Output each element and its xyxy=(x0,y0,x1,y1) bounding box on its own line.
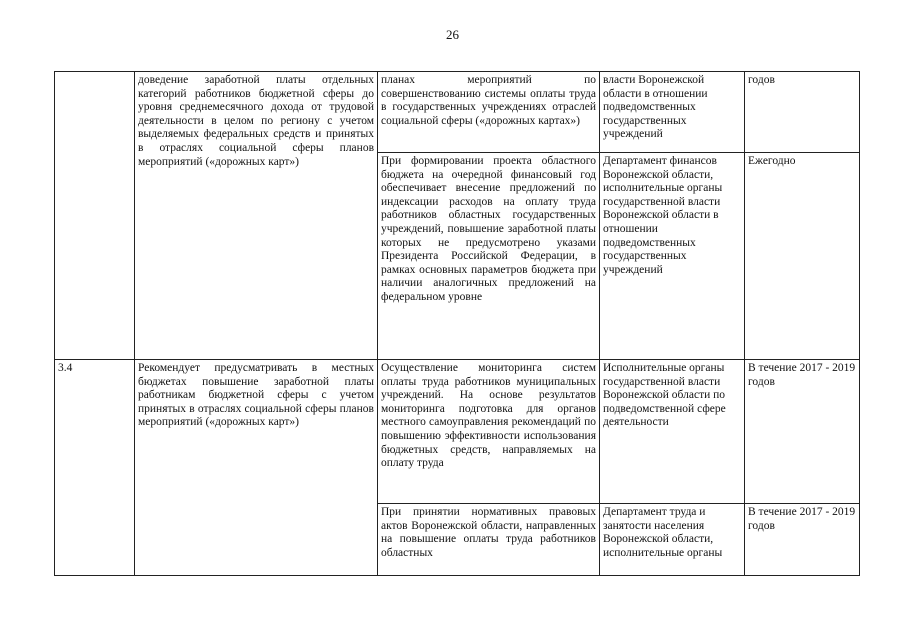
item-number-cell xyxy=(55,72,135,360)
table-row xyxy=(55,72,860,153)
action-cell: При принятии нормативных правовых актов Воронежской области, направленных на повышение оплаты труда работников областных xyxy=(378,504,600,576)
responsible-cell: Департамент финансов Воронежской области, исполнительные органы государственной власти Воронежской области в отношении подведомственных государственных учреждений xyxy=(600,153,745,360)
page-number: 26 xyxy=(446,27,459,42)
deadline-cell: В течение 2017 - 2019 годов xyxy=(745,504,860,576)
measure-cell: Рекомендует предусматривать в местных бюджетах повышение заработной платы работникам бюджетной сферы с учетом принятых в отраслях социальной сферы планов мероприятий («дорожных карт») xyxy=(135,360,378,576)
responsible-cell: власти Воронежской области в отношении подведомственных государственных учреждений xyxy=(600,72,745,153)
measures-table xyxy=(54,71,860,576)
responsible-cell: Департамент труда и занятости населения Воронежской области, исполнительные органы xyxy=(600,504,745,576)
action-cell: планах мероприятий по совершенствованию системы оплаты труда в государственных учреждениях отраслей социальной сферы («дорожных картах») xyxy=(378,72,600,153)
deadline-cell: годов xyxy=(745,72,860,153)
measure-cell: доведение заработной платы отдельных категорий работников бюджетной сферы до уровня среднемесячного дохода от трудовой деятельности в целом по региону с учетом выделяемых федеральных средств и принятых в отраслях социальной сферы планов мероприятий («дорожных карт») xyxy=(135,72,378,360)
responsible-cell: Исполнительные органы государственной власти Воронежской области по подведомственной сфере деятельности xyxy=(600,360,745,504)
action-cell: Осуществление мониторинга систем оплаты труда работников муниципальных учреждений. На основе результатов мониторинга подготовка для органов местного самоуправления рекомендаций по повышению эффективности использования бюджетных средств, направляемых на оплату труда xyxy=(378,360,600,504)
deadline-cell: Ежегодно xyxy=(745,153,860,360)
item-number-cell: 3.4 xyxy=(55,360,135,576)
table-row xyxy=(55,360,860,504)
action-cell: При формировании проекта областного бюджета на очередной финансовый год обеспечивает внесение предложений по индексации расходов на оплату труда работников областных государственных учреждений, повышение заработной платы которых не предусмотрено указами Президента Российской Федерации, в рамках основных параметров бюджета при наличии аналогичных предложений на федеральном уровне xyxy=(378,153,600,360)
deadline-cell: В течение 2017 - 2019 годов xyxy=(745,360,860,504)
